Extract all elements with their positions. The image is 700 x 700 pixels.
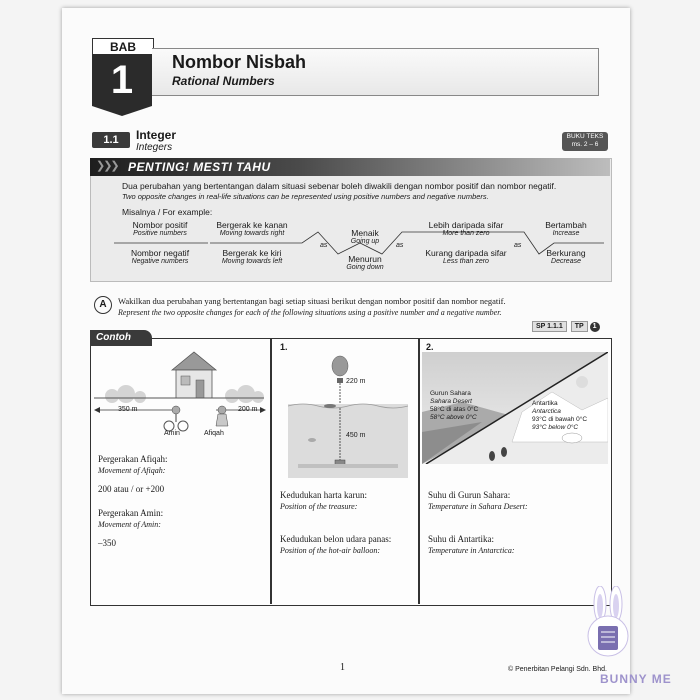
sp-badge xyxy=(532,322,600,332)
pair-4-negative xyxy=(526,248,606,265)
pair-4-neg-en: Decrease xyxy=(551,258,581,265)
sp-code: SP 1.1.1 xyxy=(532,321,567,332)
as-word-2: as xyxy=(396,242,404,249)
contoh-label: Contoh xyxy=(90,330,152,346)
pair-3-neg-ms: Kurang daripada sifar xyxy=(425,248,507,258)
pair-2-neg-ms: Menurun xyxy=(348,254,382,264)
positive-ms: Nombor positif xyxy=(132,220,188,230)
buku-teks-pages: ms. 2 – 6 xyxy=(571,141,599,148)
chapter-tab-tip xyxy=(92,106,152,116)
afiqah-answer: 200 atau / or +200 xyxy=(98,484,165,494)
sahara-temp-ms: 58°C di atas 0°C xyxy=(430,406,479,413)
pair-4-pos-ms: Bertambah xyxy=(545,220,587,230)
penting-intro-en: Two opposite changes in real-life situations can be represented using positive numbers and negative numbers. xyxy=(122,192,489,201)
chapter-title: Nombor Nisbah xyxy=(172,52,307,72)
pair-1-positive xyxy=(202,220,302,237)
antartika-temp-ms: 93°C di bawah 0°C xyxy=(532,416,588,423)
pair-1-pos-ms: Bergerak ke kanan xyxy=(216,220,288,230)
antartika-ms: Antartika xyxy=(532,400,558,407)
distance-left: 350 m xyxy=(118,406,138,413)
q1-number: 1. xyxy=(280,342,288,352)
page-number: 1 xyxy=(340,662,345,673)
penting-intro-ms: Dua perubahan yang bertentangan dalam situasi sebenar boleh diwakili dengan nombor positif dan nombor negatif. xyxy=(122,181,557,191)
afiqah-question-en: Movement of Afiqah: xyxy=(98,466,166,475)
amin-answer: –350 xyxy=(98,538,116,548)
sahara-caption xyxy=(430,390,486,422)
q1-balloon-ms: Kedudukan belon udara panas: xyxy=(280,534,392,544)
pair-3-positive xyxy=(406,220,526,237)
negative-ms: Nombor negatif xyxy=(130,248,190,258)
sea-balloon-illustration xyxy=(288,354,408,478)
afiqah-question-ms: Pergerakan Afiqah: xyxy=(98,454,168,464)
pair-3-neg-en: Less than zero xyxy=(443,258,489,265)
q2-number: 2. xyxy=(426,342,434,352)
name-amin: Amin xyxy=(164,430,180,437)
pair-1-negative xyxy=(202,248,302,265)
pair-3-pos-en: More than zero xyxy=(442,230,490,237)
pair-3-pos-ms: Lebih daripada sifar xyxy=(428,220,504,230)
pair-2-pos-ms: Menaik xyxy=(351,228,379,238)
bab-label: BAB xyxy=(92,38,154,56)
distance-right: 200 m xyxy=(238,406,258,413)
question-text-ms: Wakilkan dua perubahan yang bertentangan bagi setiap situasi berikut dengan nombor positif dan nombor negatif. xyxy=(118,296,506,306)
column-divider-2 xyxy=(418,338,420,604)
pair-2-pos-en: Going up xyxy=(350,238,380,245)
as-word-3: as xyxy=(514,242,522,249)
workbook-page xyxy=(62,8,630,694)
sahara-en: Sahara Desert xyxy=(430,398,472,405)
watermark-text: BUNNY ME xyxy=(600,672,672,686)
penting-title: PENTING! MESTI TAHU xyxy=(128,160,271,174)
antartika-caption xyxy=(532,400,602,432)
contoh-illustration xyxy=(92,348,268,448)
pair-4-positive xyxy=(526,220,606,237)
section-title: Integer xyxy=(136,128,177,142)
pair-3-negative xyxy=(406,248,526,265)
buku-teks-label: BUKU TEKS xyxy=(566,133,604,140)
q2-antartika-temp-en: Temperature in Antarctica: xyxy=(428,546,515,555)
pair-4-pos-en: Increase xyxy=(552,230,580,237)
example-label: Misalnya / For example: xyxy=(122,207,213,217)
column-divider-1 xyxy=(270,338,272,604)
chapter-subtitle: Rational Numbers xyxy=(172,74,275,88)
chevron-arrows-icon: ❯❯❯ xyxy=(96,160,118,172)
chapter-number: 1 xyxy=(92,54,152,106)
q2-sahara-temp-en: Temperature in Sahara Desert: xyxy=(428,502,528,511)
tp-number: 1 xyxy=(590,322,600,332)
sahara-temp-en: 58°C above 0°C xyxy=(430,414,477,421)
pair-2-positive xyxy=(332,228,398,245)
pair-1-neg-ms: Bergerak ke kiri xyxy=(222,248,282,258)
q1-treasure-en: Position of the treasure: xyxy=(280,502,358,511)
as-word-1: as xyxy=(320,242,328,249)
q2-antartika-temp-ms: Suhu di Antartika: xyxy=(428,534,494,544)
q2-sahara-temp-ms: Suhu di Gurun Sahara: xyxy=(428,490,511,500)
tp-label: TP xyxy=(571,321,588,332)
antartika-temp-en: 93°C below 0°C xyxy=(532,424,579,431)
q1-balloon-en: Position of the hot-air balloon: xyxy=(280,546,380,555)
pair-4-neg-ms: Berkurang xyxy=(546,248,586,258)
name-afiqah: Afiqah xyxy=(204,430,224,437)
question-letter: A xyxy=(94,296,112,314)
section-number: 1.1 xyxy=(92,132,130,148)
section-subtitle: Integers xyxy=(136,142,173,153)
positive-en: Positive numbers xyxy=(133,230,187,237)
pair-2-negative xyxy=(332,254,398,271)
pair-2-neg-en: Going down xyxy=(346,264,384,271)
amin-question-en: Movement of Amin: xyxy=(98,520,161,529)
bunny-watermark-icon xyxy=(580,586,636,666)
q1-down-distance: 450 m xyxy=(346,432,366,439)
question-text-en: Represent the two opposite changes for each of the following situations using a positive number and a negative number. xyxy=(118,308,502,317)
sahara-ms: Gurun Sahara xyxy=(430,390,471,397)
copyright: © Penerbitan Pelangi Sdn. Bhd. xyxy=(508,666,607,673)
pair-1-pos-en: Moving towards right xyxy=(219,230,285,237)
buku-teks-badge xyxy=(562,132,608,151)
antartika-en: Antarctica xyxy=(532,408,561,415)
q1-up-distance: 220 m xyxy=(346,378,366,385)
amin-question-ms: Pergerakan Amin: xyxy=(98,508,164,518)
pair-1-neg-en: Moving towards left xyxy=(221,258,283,265)
q1-treasure-ms: Kedudukan harta karun: xyxy=(280,490,367,500)
negative-en: Negative numbers xyxy=(131,258,189,265)
